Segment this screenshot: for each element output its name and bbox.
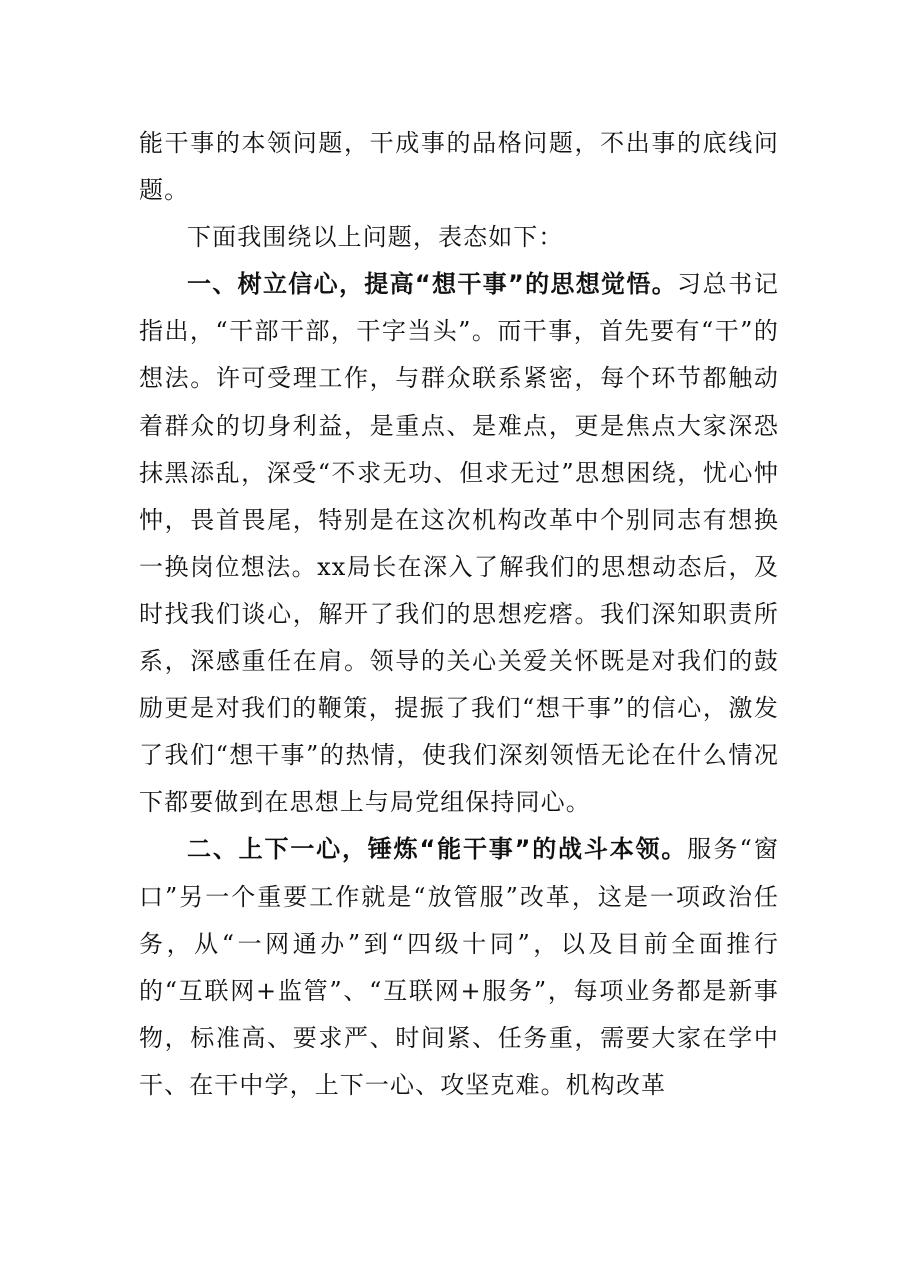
paragraph-text: 服务“窗口”另一个重要工作就是“放管服”改革，这是一项政治任务，从“一网通办”到“四级十同”，以及目前全面推行的“互联网+监管”、“互联网+服务”，每项业务都是新事物，标准高、要求严、时间紧、任务重，需要大家在学中干、在干中学，上下一心、攻坚克难。机构改革 <box>139 835 780 1099</box>
section-heading-two: 二、上下一心，锤炼“能干事”的战斗本领。 <box>187 835 688 864</box>
section-heading-one: 一、树立信心，提高“想干事”的思想觉悟。 <box>187 270 678 299</box>
paragraph-intro <box>139 120 779 214</box>
paragraph-section-one <box>139 261 779 826</box>
paragraph-statement <box>139 214 779 261</box>
paragraph-text: 下面我围绕以上问题，表态如下： <box>187 223 564 252</box>
paragraph-section-two <box>139 826 779 1109</box>
paragraph-text: 能干事的本领问题，干成事的品格问题，不出事的底线问题。 <box>139 129 779 205</box>
document-body <box>139 120 779 1109</box>
paragraph-text: 习总书记指出，“干部干部，干字当头”。而干事，首先要有“干”的想法。许可受理工作，与群众联系紧密，每个环节都触动着群众的切身利益，是重点、是难点，更是焦点大家深恐抹黑添乱，深受“不求无功、但求无过”思想困绕，忧心忡忡，畏首畏尾，特别是在这次机构改革中个别同志有想换一换岗位想法。xx局长在深入了解我们的思想动态后，及时找我们谈心，解开了我们的思想疙瘩。我们深知职责所系，深感重任在肩。领导的关心关爱关怀既是对我们的鼓励更是对我们的鞭策，提振了我们“想干事”的信心，激发了我们“想干事”的热情，使我们深刻领悟无论在什么情况下都要做到在思想上与局党组保持同心。 <box>139 270 780 817</box>
